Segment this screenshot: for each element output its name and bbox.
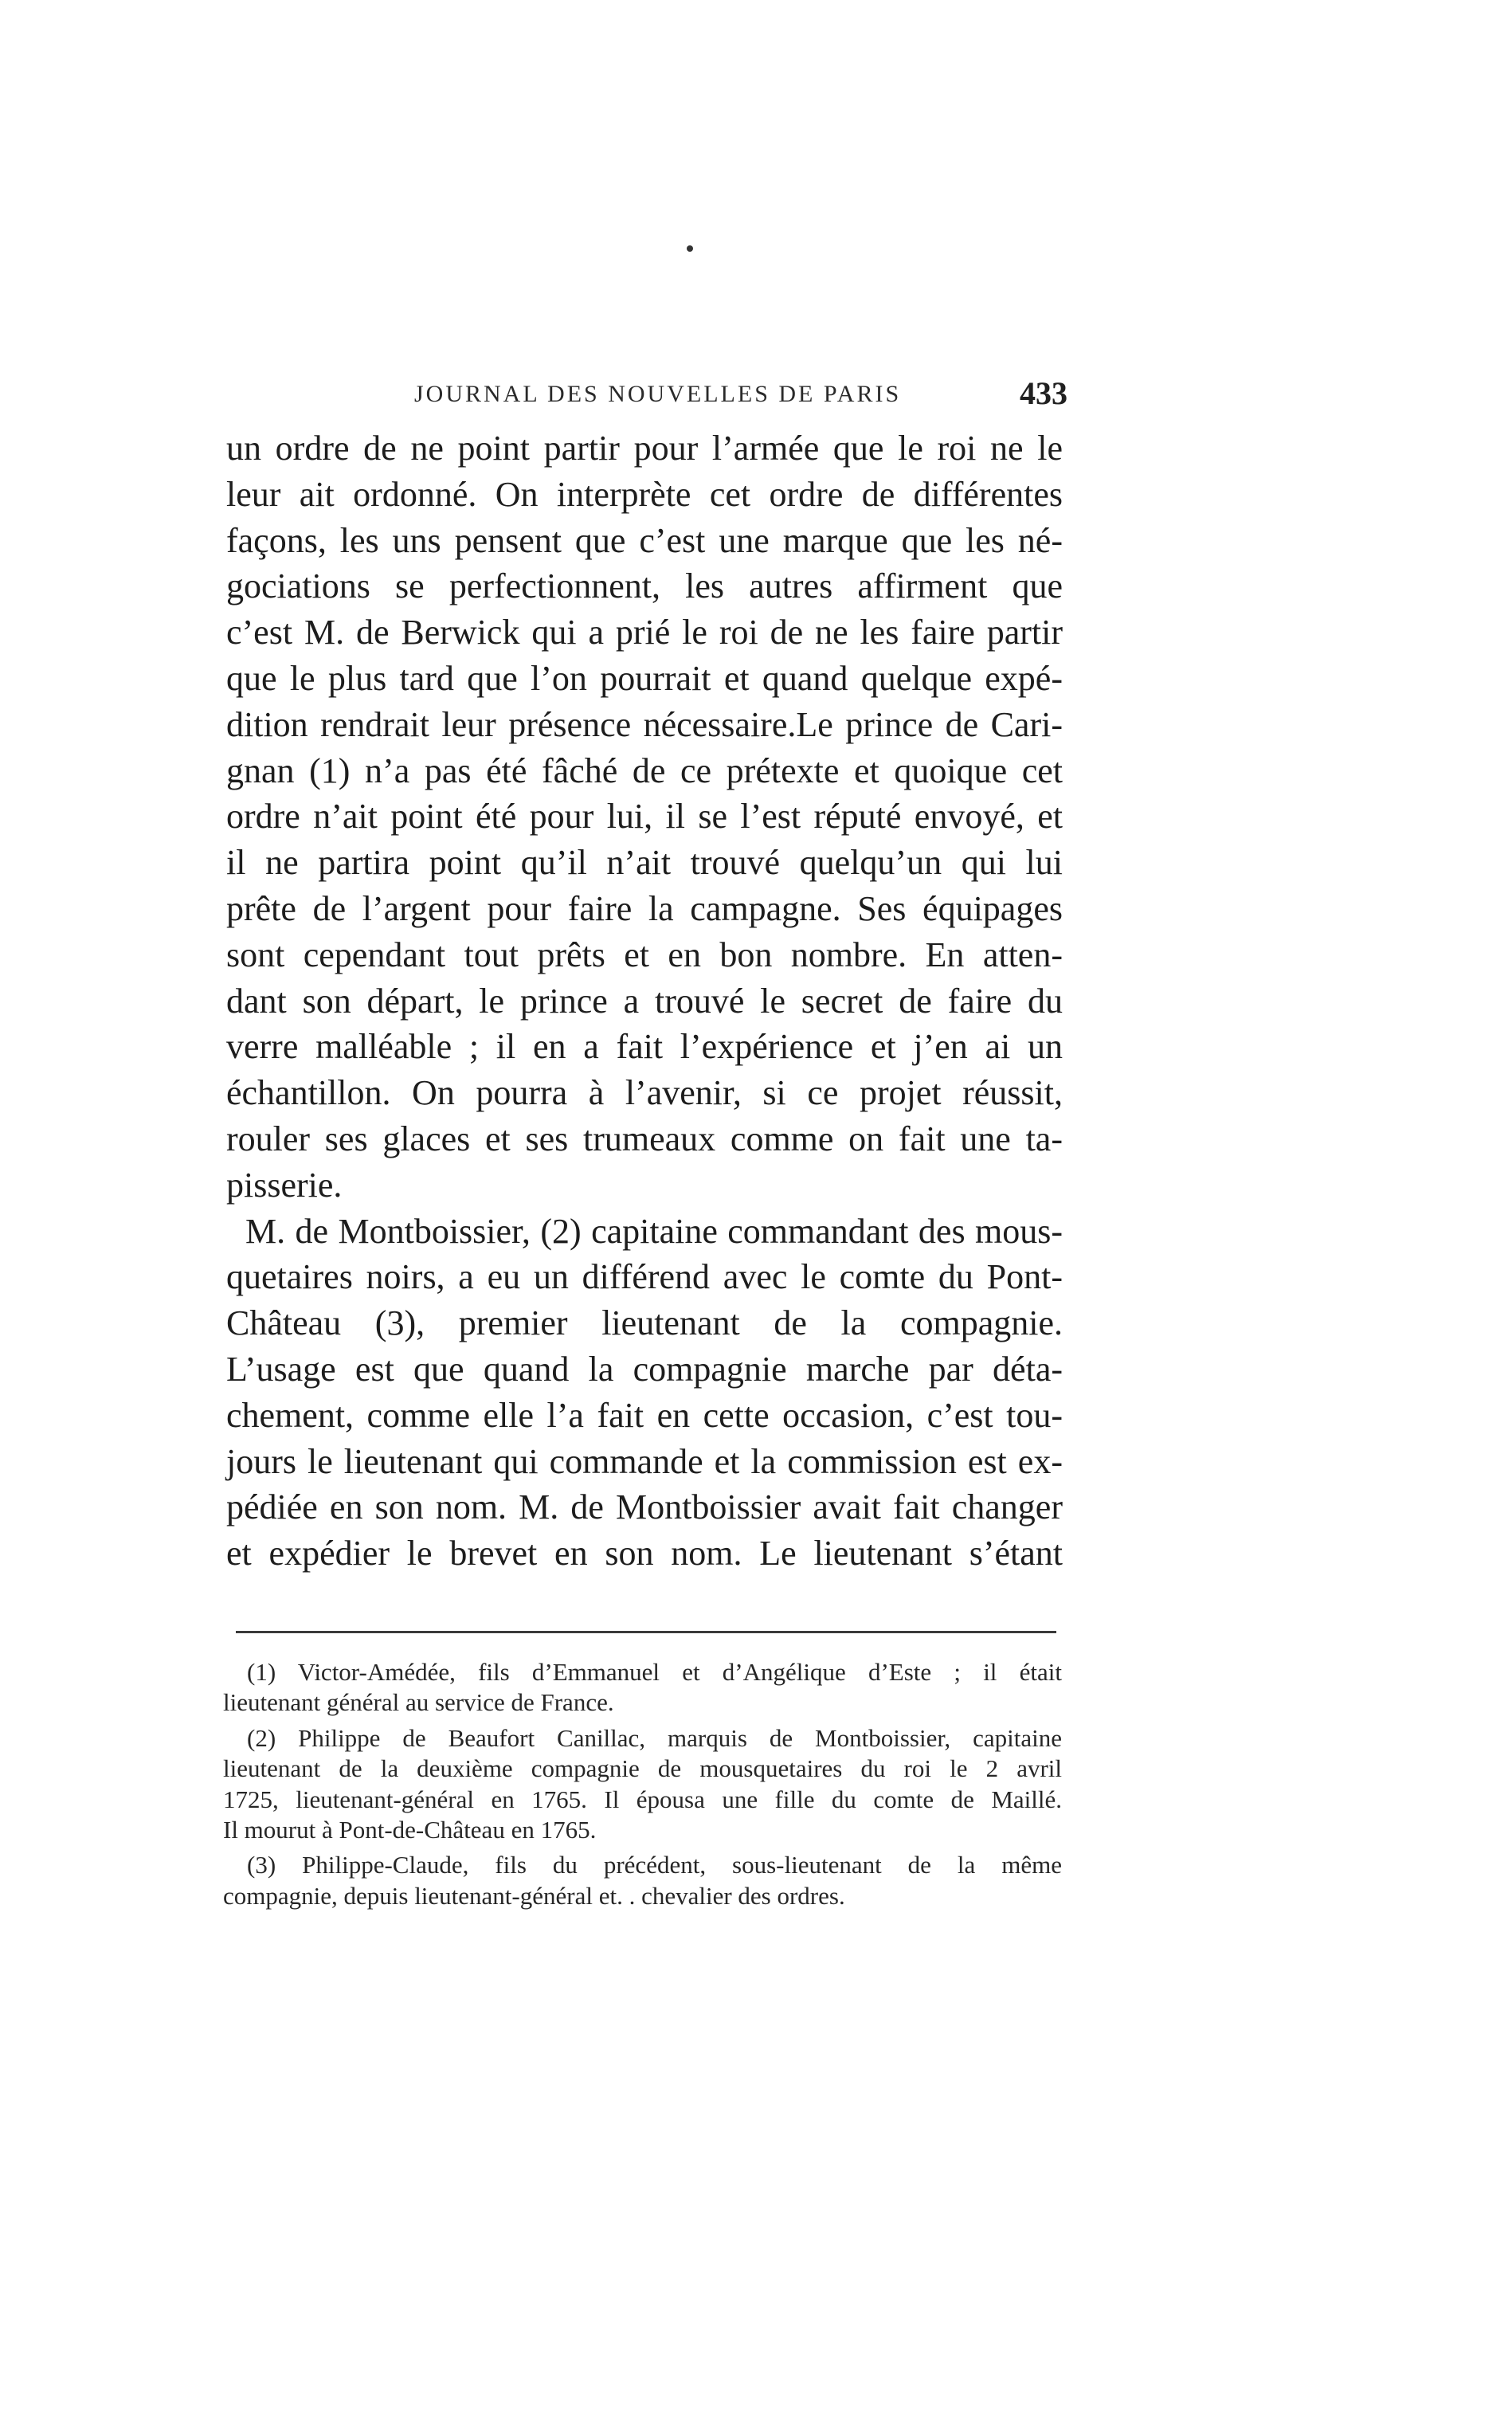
- text-line: pédiée en son nom. M. de Montboissier avait fait changer: [226, 1487, 1063, 1527]
- footnote-line: lieutenant général au service de France.: [223, 1688, 614, 1717]
- ink-speck: [687, 245, 693, 252]
- text-line: rouler ses glaces et ses trumeaux comme on fait une ta-: [226, 1119, 1063, 1158]
- body-text: [226, 425, 1063, 1577]
- footnote-line: lieutenant de la deuxième compagnie de mousquetaires du roi le 2 avril: [223, 1754, 1062, 1783]
- text-line: prête de l’argent pour faire la campagne. Ses équipages: [226, 888, 1063, 928]
- footnote-line: compagnie, depuis lieutenant-général et. . chevalier des ordres.: [223, 1881, 845, 1910]
- text-line: L’usage est que quand la compagnie marche par déta-: [226, 1349, 1063, 1389]
- text-line: gociations se perfectionnent, les autres affirment que: [226, 566, 1063, 606]
- text-line: Château (3), premier lieutenant de la compagnie.: [226, 1303, 1063, 1343]
- footnote-line: (2) Philippe de Beaufort Canillac, marquis de Montboissier, capitaine: [247, 1723, 1062, 1752]
- page-number: 433: [1020, 375, 1067, 411]
- text-line: c’est M. de Berwick qui a prié le roi de ne les faire partir: [226, 613, 1063, 653]
- text-line: gnan (1) n’a pas été fâché de ce prétexte et quoique cet: [226, 750, 1063, 790]
- text-line: dant son départ, le prince a trouvé le secret de faire du: [226, 981, 1063, 1021]
- text-line: échantillon. On pourra à l’avenir, si ce projet réussit,: [226, 1073, 1063, 1113]
- text-line: dition rendrait leur présence nécessaire.Le prince de Cari-: [226, 704, 1063, 744]
- text-line: pisserie.: [226, 1165, 343, 1205]
- text-line: quetaires noirs, a eu un différend avec le comte du Pont-: [226, 1257, 1063, 1297]
- text-line: sont cependant tout prêts et en bon nombre. En atten-: [226, 935, 1063, 974]
- footnote-line: (3) Philippe-Claude, fils du précédent, sous-lieutenant de la même: [247, 1851, 1062, 1879]
- text-line: et expédier le brevet en son nom. Le lieutenant s’étant: [226, 1534, 1063, 1573]
- text-line: ordre n’ait point été pour lui, il se l’est réputé envoyé, et: [226, 797, 1063, 837]
- running-title: JOURNAL DES NOUVELLES DE PARIS: [414, 381, 902, 407]
- text-line: M. de Montboissier, (2) capitaine commandant des mous-: [245, 1211, 1063, 1251]
- footnote-line: 1725, lieutenant-général en 1765. Il épousa une fille du comte de Maillé.: [223, 1785, 1062, 1813]
- text-line: un ordre de ne point partir pour l’armée que le roi ne le: [226, 429, 1063, 468]
- text-line: verre malléable ; il en a fait l’expérience et j’en ai un: [226, 1027, 1063, 1067]
- footnote-divider: [236, 1631, 1056, 1633]
- footnote-line: (1) Victor-Amédée, fils d’Emmanuel et d’Angélique d’Este ; il était: [247, 1658, 1062, 1686]
- text-line: jours le lieutenant qui commande et la commission est ex-: [226, 1441, 1063, 1481]
- footnotes: [223, 1657, 1062, 1911]
- text-line: il ne partira point qu’il n’ait trouvé quelqu’un qui lui: [226, 843, 1063, 883]
- text-line: chement, comme elle l’a fait en cette occasion, c’est tou-: [226, 1395, 1063, 1435]
- text-line: que le plus tard que l’on pourrait et quand quelque expé-: [226, 658, 1063, 698]
- page-header: [414, 374, 1067, 422]
- footnote-line: Il mourut à Pont-de-Château en 1765.: [223, 1815, 597, 1844]
- text-line: façons, les uns pensent que c’est une marque que les né-: [226, 520, 1063, 560]
- text-line: leur ait ordonné. On interprète cet ordre de différentes: [226, 474, 1063, 514]
